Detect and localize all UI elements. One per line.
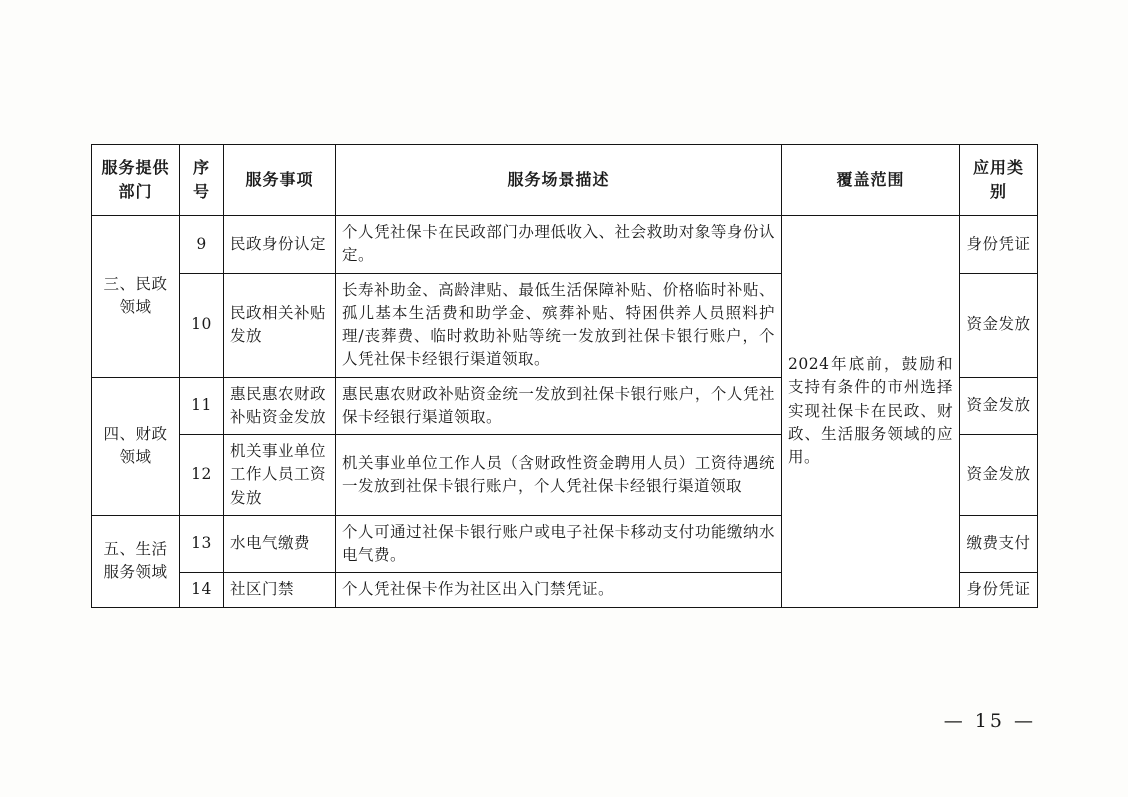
service-item: 惠民惠农财政补贴资金发放 [224,377,336,435]
row-number: 12 [180,435,224,516]
scenario-description: 个人可通过社保卡银行账户或电子社保卡移动支付功能缴纳水电气费。 [336,515,782,573]
service-item: 民政身份认定 [224,216,336,274]
header-department: 服务提供部门 [92,145,180,216]
dept-cell-finance: 四、财政领域 [92,377,180,515]
row-number: 9 [180,216,224,274]
table-header-row [92,145,1038,216]
service-item: 机关事业单位工作人员工资发放 [224,435,336,516]
dept-cell-civil-affairs: 三、民政领域 [92,216,180,378]
header-coverage-scope: 覆盖范围 [782,145,960,216]
application-category: 资金发放 [960,435,1038,516]
header-scenario-description: 服务场景描述 [336,145,782,216]
header-number: 序号 [180,145,224,216]
row-number: 13 [180,515,224,573]
header-application-category: 应用类别 [960,145,1038,216]
table-row [92,216,1038,274]
scenario-description: 惠民惠农财政补贴资金统一发放到社保卡银行账户，个人凭社保卡经银行渠道领取。 [336,377,782,435]
page-number: — 15 — [943,710,1036,732]
service-item: 水电气缴费 [224,515,336,573]
header-service-item: 服务事项 [224,145,336,216]
service-item: 民政相关补贴发放 [224,273,336,377]
scenario-description: 个人凭社保卡作为社区出入门禁凭证。 [336,573,782,607]
scenario-description: 长寿补助金、高龄津贴、最低生活保障补贴、价格临时补贴、孤儿基本生活费和助学金、殡葬补贴、特困供养人员照料护理/丧葬费、临时救助补贴等统一发放到社保卡银行账户，个人凭社保卡经银行渠道领取。 [336,273,782,377]
coverage-scope-note: 2024年底前，鼓励和支持有条件的市州选择实现社保卡在民政、财政、生活服务领域的应用。 [782,216,960,608]
application-category: 缴费支付 [960,515,1038,573]
row-number: 10 [180,273,224,377]
application-category: 身份凭证 [960,573,1038,607]
application-category: 资金发放 [960,377,1038,435]
row-number: 14 [180,573,224,607]
service-scenarios-table [91,144,1038,608]
dept-cell-life-services: 五、生活服务领域 [92,515,180,607]
application-category: 资金发放 [960,273,1038,377]
scenario-description: 机关事业单位工作人员（含财政性资金聘用人员）工资待遇统一发放到社保卡银行账户，个人凭社保卡经银行渠道领取 [336,435,782,516]
service-item: 社区门禁 [224,573,336,607]
scenario-description: 个人凭社保卡在民政部门办理低收入、社会救助对象等身份认定。 [336,216,782,274]
row-number: 11 [180,377,224,435]
application-category: 身份凭证 [960,216,1038,274]
